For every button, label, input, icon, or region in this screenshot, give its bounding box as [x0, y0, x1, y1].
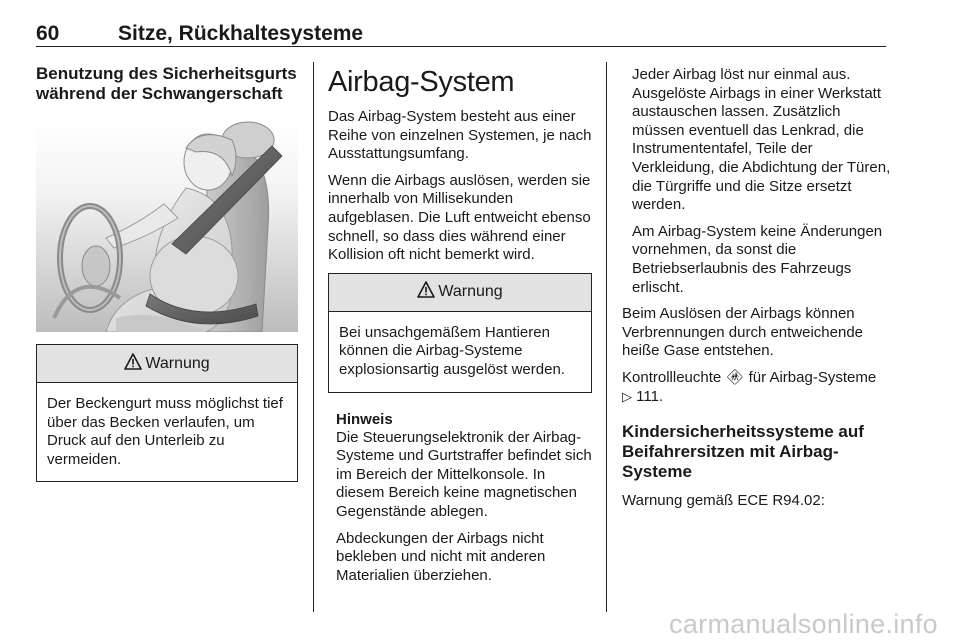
page-reference[interactable]: 111.	[636, 387, 664, 405]
pregnant-woman-seatbelt-illustration	[36, 118, 298, 332]
note-paragraph: Abdeckungen der Airbags nicht bekleben und nicht mit anderen Materialien überziehen.	[336, 529, 546, 584]
column-divider	[606, 62, 607, 612]
warning-box	[328, 273, 592, 393]
column-1	[36, 64, 298, 482]
note-title: Hinweis	[336, 410, 393, 428]
warning-text: Der Beckengurt muss möglichst tief über das Becken verlaufen, um Druck auf den Unterleib zu vermeiden.	[47, 395, 283, 468]
section-subtitle: Benutzung des Sicherheitsgurts während der Schwangerschaft	[36, 64, 297, 103]
page-reference-arrow-icon: ▷	[622, 388, 632, 404]
paragraph-indicator: Kontrollleuchte 🚸︎ für Airbag-Systeme ▷ 111.	[622, 368, 877, 405]
column-divider	[313, 62, 314, 612]
watermark: carmanualsonline.info	[669, 609, 938, 639]
column-3	[622, 66, 892, 519]
paragraph: Beim Auslösen der Airbags können Verbrennungen durch entweichende heiße Gase entstehen.	[622, 305, 864, 360]
page-number: 60	[36, 22, 60, 45]
warning-box	[36, 344, 298, 482]
airbag-warning-light-icon: 🚸︎	[725, 368, 745, 386]
paragraph: Jeder Airbag löst nur einmal aus. Ausgelöste Airbags in einer Werkstatt austauschen lassen. Zusätzlich müssen eventuell das Lenkrad, die Instrumententafel, Teile der Verkleidung, die Abdichtung der Türen, die Türgriffe und die Sitze ersetzt werden.	[632, 66, 891, 214]
warning-title: Warnung	[438, 283, 503, 301]
warning-triangle-icon	[124, 353, 142, 375]
section-title: Airbag-System	[328, 66, 515, 98]
paragraph: Das Airbag-System besteht aus einer Reihe von einzelnen Systemen, je nach Ausstattungsumfang.	[328, 108, 592, 163]
warning-text: Bei unsachgemäßem Hantieren können die Airbag-Systeme explosionsartig ausgelöst werden.	[339, 323, 565, 378]
paragraph: Am Airbag-System keine Änderungen vornehmen, da sonst die Betriebserlaubnis des Fahrzeugs erlischt.	[632, 222, 883, 296]
warning-header	[329, 274, 591, 312]
section-heading: Kindersicherheitssysteme auf Beifahrersitzen mit Airbag-Systeme	[622, 422, 864, 482]
warning-header	[37, 345, 297, 383]
warning-title: Warnung	[145, 354, 210, 372]
page-header	[36, 10, 886, 47]
column-2	[328, 64, 592, 593]
paragraph: Wenn die Airbags auslösen, werden sie innerhalb von Millisekunden aufgeblasen. Die Luft entweicht ebenso schnell, so dass dies während einer Kollision oft nicht bemerkt wird.	[328, 171, 591, 264]
warning-triangle-icon	[417, 281, 435, 303]
chapter-title: Sitze, Rückhaltesysteme	[118, 22, 364, 45]
paragraph: Warnung gemäß ECE R94.02:	[622, 492, 825, 510]
note-paragraph: Die Steuerungselektronik der Airbag-Systeme und Gurtstraffer befindet sich im Bereich der Mittelkonsole. In diesem Bereich keine magnetischen Gegenstände ablegen.	[336, 428, 592, 520]
